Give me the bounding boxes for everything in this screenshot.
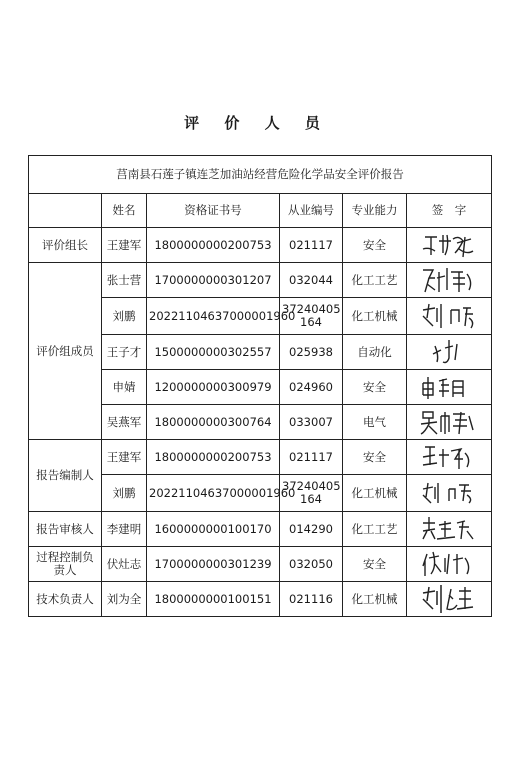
emp-cell: 021117 (280, 228, 343, 263)
signature-cell (407, 440, 492, 475)
handwritten-signature (419, 300, 479, 332)
emp-cell: 033007 (280, 405, 343, 440)
role-cell (29, 547, 102, 582)
skill-cell: 安全 (343, 228, 407, 263)
signature-cell (407, 405, 492, 440)
skill-cell: 化工机械 (343, 475, 407, 512)
header-signature: 签 字 (407, 194, 492, 228)
table-row (29, 263, 492, 298)
cert-cell: 1700000000301207 (147, 263, 280, 298)
table-row (29, 228, 492, 263)
signature-cell (407, 298, 492, 335)
skill-cell: 化工工艺 (343, 263, 407, 298)
skill-cell: 化工机械 (343, 298, 407, 335)
emp-cell: 021117 (280, 440, 343, 475)
header-name: 姓名 (102, 194, 147, 228)
emp-line2: 164 (300, 315, 322, 329)
handwritten-signature (419, 406, 479, 438)
role-cell: 评价组长 (29, 228, 102, 263)
header-skill: 专业能力 (343, 194, 407, 228)
role-cell: 技术负责人 (29, 582, 102, 617)
handwritten-signature (419, 264, 479, 296)
name-cell: 王建军 (102, 228, 147, 263)
table-row (29, 547, 492, 582)
signature-cell (407, 370, 492, 405)
table-row (29, 512, 492, 547)
handwritten-signature (419, 371, 479, 403)
signature-cell (407, 228, 492, 263)
skill-cell: 安全 (343, 370, 407, 405)
handwritten-signature (419, 477, 479, 509)
cert-cell: 1200000000300979 (147, 370, 280, 405)
handwritten-signature (419, 548, 479, 580)
role-cell: 评价组成员 (29, 263, 102, 440)
name-cell: 张士营 (102, 263, 147, 298)
emp-cell: 032044 (280, 263, 343, 298)
name-cell: 李建明 (102, 512, 147, 547)
header-role-blank (29, 194, 102, 228)
handwritten-signature (419, 441, 479, 473)
emp-cell: 021116 (280, 582, 343, 617)
name-cell: 王子才 (102, 335, 147, 370)
skill-cell: 化工工艺 (343, 512, 407, 547)
name-cell: 吴燕军 (102, 405, 147, 440)
emp-cell: 014290 (280, 512, 343, 547)
role-cell: 报告编制人 (29, 440, 102, 512)
cert-cell: 1700000000301239 (147, 547, 280, 582)
cert-cell: 1800000000200753 (147, 440, 280, 475)
skill-cell: 安全 (343, 440, 407, 475)
name-cell: 伏灶志 (102, 547, 147, 582)
signature-cell (407, 335, 492, 370)
role-line1: 过程控制负 (36, 550, 94, 564)
cert-cell: 1500000000302557 (147, 335, 280, 370)
cert-cell: 1800000000200753 (147, 228, 280, 263)
handwritten-signature (419, 513, 479, 545)
cert-cell: 20221104637000001960 (147, 475, 280, 512)
role-cell: 报告审核人 (29, 512, 102, 547)
name-cell: 刘鹏 (102, 298, 147, 335)
table-row (29, 440, 492, 475)
emp-cell: 025938 (280, 335, 343, 370)
emp-cell: 032050 (280, 547, 343, 582)
signature-cell (407, 475, 492, 512)
cert-cell: 20221104637000001960 (147, 298, 280, 335)
signature-cell (407, 263, 492, 298)
evaluation-personnel-table (28, 155, 492, 617)
header-cert: 资格证书号 (147, 194, 280, 228)
role-line2: 责人 (53, 563, 77, 577)
cert-cell: 1800000000100151 (147, 582, 280, 617)
cert-cell: 1800000000300764 (147, 405, 280, 440)
handwritten-signature (419, 583, 479, 615)
report-title: 莒南县石莲子镇连芝加油站经营危险化学品安全评价报告 (29, 156, 492, 194)
signature-cell (407, 547, 492, 582)
skill-cell: 化工机械 (343, 582, 407, 617)
emp-line2: 164 (300, 492, 322, 506)
skill-cell: 安全 (343, 547, 407, 582)
signature-cell (407, 512, 492, 547)
name-cell: 刘为全 (102, 582, 147, 617)
cert-cell: 1600000000100170 (147, 512, 280, 547)
handwritten-signature (419, 229, 479, 261)
name-cell: 刘鹏 (102, 475, 147, 512)
skill-cell: 自动化 (343, 335, 407, 370)
table-row (29, 582, 492, 617)
signature-cell (407, 582, 492, 617)
page-title: 评 价 人 员 (184, 114, 330, 132)
name-cell: 王建军 (102, 440, 147, 475)
table-header-row (29, 194, 492, 228)
header-emp: 从业编号 (280, 194, 343, 228)
emp-line1: 37240405 (282, 302, 341, 316)
emp-cell: 024960 (280, 370, 343, 405)
emp-line1: 37240405 (282, 479, 341, 493)
handwritten-signature (419, 336, 479, 368)
skill-cell: 电气 (343, 405, 407, 440)
name-cell: 申婧 (102, 370, 147, 405)
